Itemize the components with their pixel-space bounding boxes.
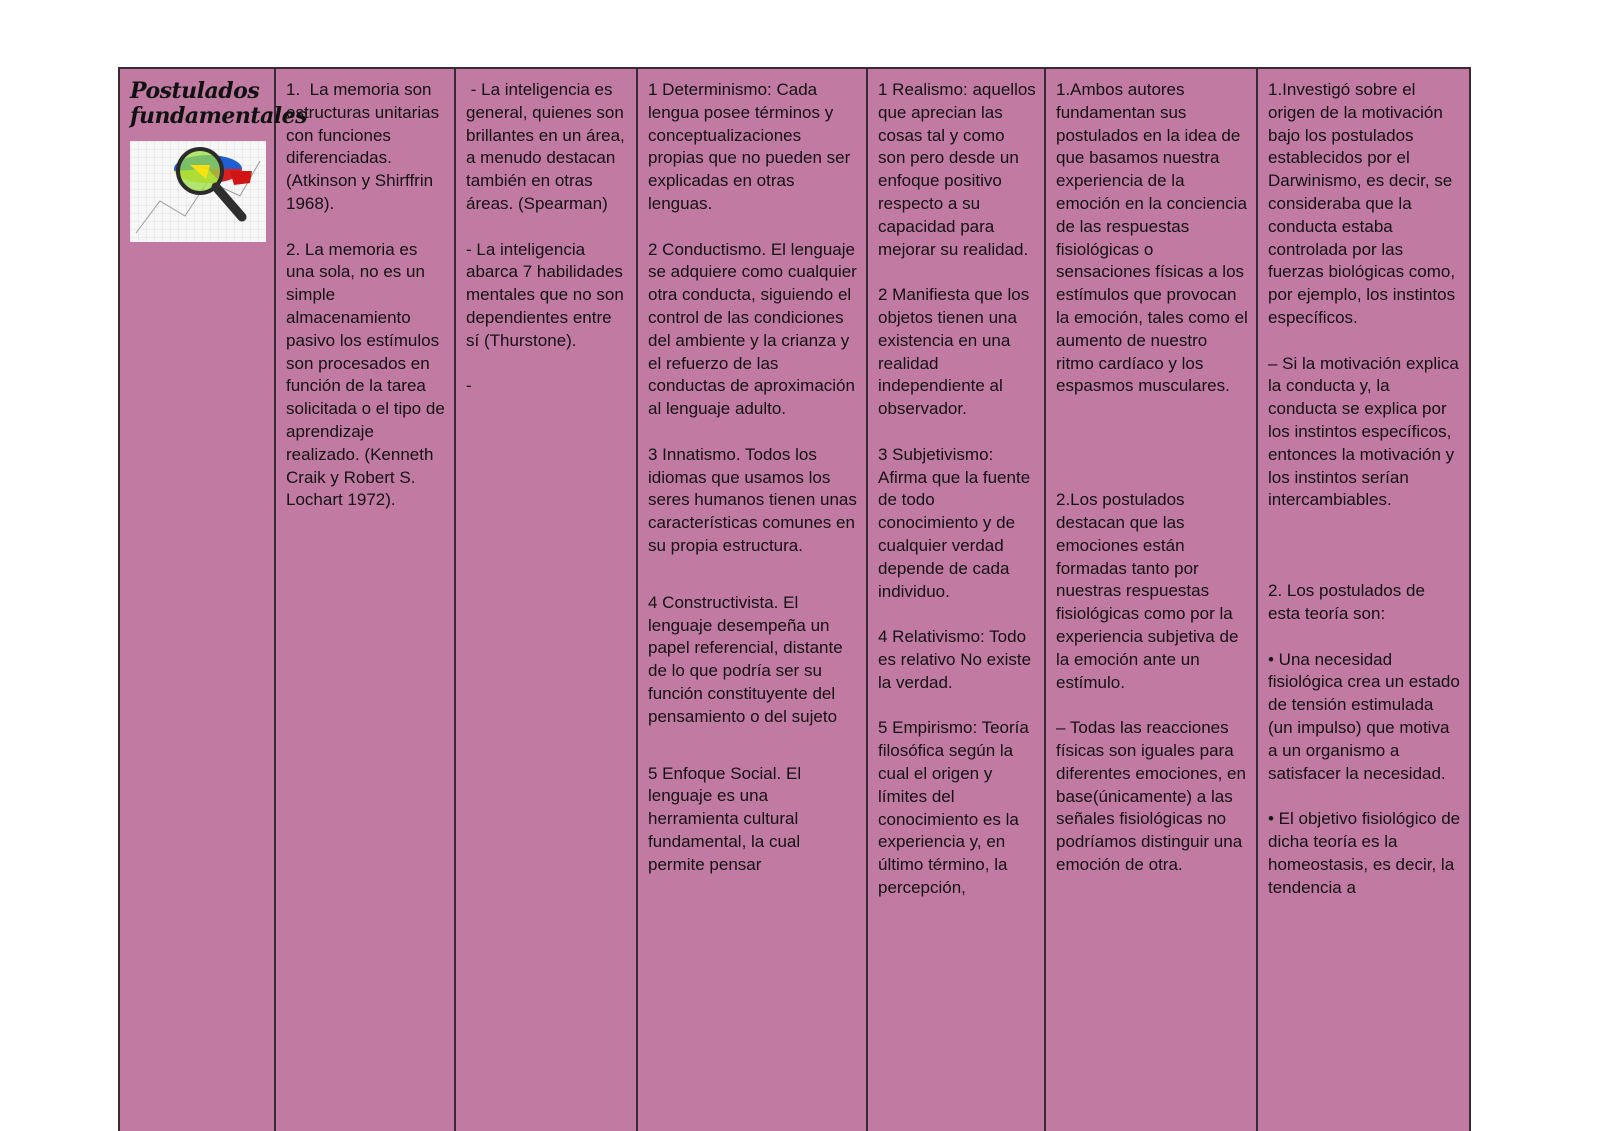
cell-text: • Una necesidad fisiológica crea un estado de tensión estimulada (un impulso) que motiva a un organismo a satisfacer la necesidad.	[1268, 649, 1465, 783]
cell-text: 2. La memoria es una sola, no es un simple almacenamiento pasivo los estímulos son procesados en función de la tarea solicitada o el tipo de aprendizaje realizado. (Kenneth Craik y Robert S. Lochart 1972).	[286, 239, 450, 510]
cell-text: 4 Constructivista. El lenguaje desempeña un papel referencial, distante de lo que podría ser su función constituyente del pensamiento o del sujeto	[648, 592, 848, 726]
column-realismo	[868, 69, 1046, 1131]
cell-text: 1.Ambos autores fundamentan sus postulados en la idea de que basamos nuestra experiencia de la emoción en la conciencia de las respuestas fisiológicas o sensaciones físicas a los estímulos que provocan la emoción, tales como el aumento de nuestro ritmo cardíaco y los espasmos musculares.	[1056, 80, 1253, 396]
cell-text: 4 Relativismo: Todo es relativo No existe la verdad.	[878, 627, 1036, 692]
postulados-table	[118, 67, 1471, 1131]
cell-text: - La inteligencia abarca 7 habilidades mentales que no son dependientes entre sí (Thurstone).	[466, 239, 629, 350]
cell-text: 1 Determinismo: Cada lengua posee términos y conceptualizaciones propias que no pueden ser explicadas en otras lenguas.	[648, 80, 855, 213]
pie-chart-magnifier-icon	[130, 141, 266, 242]
cell-text: – Si la motivación explica la conducta y, la conducta se explica por los instintos específicos, entonces la motivación y los instintos serían intercambiables.	[1268, 353, 1464, 510]
row-header-title: Postulados fundamentales	[130, 78, 308, 129]
cell-text: 2 Manifiesta que los objetos tienen una existencia en una realidad independiente al observador.	[878, 285, 1034, 419]
cell-text: 1.Investigó sobre el origen de la motivación bajo los postulados establecidos por el Darwinismo, es decir, se consideraba que la conducta estaba controlada por las fuerzas biológicas como, por ejemplo, los instintos específicos.	[1268, 80, 1460, 327]
cell-text: 2.Los postulados destacan que las emociones están formadas tanto por nuestras respuestas fisiológicas como por la experiencia subjetiva de la emoción ante un estímulo.	[1056, 490, 1244, 692]
cell-text: 2. Los postulados de esta teoría son:	[1268, 581, 1430, 623]
column-lenguaje	[638, 69, 868, 1131]
column-inteligencia	[456, 69, 638, 1131]
header-column	[120, 69, 308, 1131]
cell-text: -	[466, 376, 472, 396]
column-motivacion	[1258, 69, 1469, 1131]
cell-text: 5 Enfoque Social. El lenguaje es una herramienta cultural fundamental, la cual permite pensar	[648, 763, 806, 874]
cell-text: • El objetivo fisiológico de dicha teoría es la homeostasis, es decir, la tendencia a	[1268, 809, 1465, 897]
cell-text: - La inteligencia es general, quienes son brillantes en un área, a menudo destacan también en otras áreas. (Spearman)	[466, 80, 630, 213]
cell-text: 3 Subjetivismo: Afirma que la fuente de todo conocimiento y de cualquier verdad depende de cada individuo.	[878, 444, 1035, 601]
cell-text: 1. La memoria son estructuras unitarias con funciones diferenciadas. (Atkinson y Shirffrin 1968).	[286, 80, 444, 213]
cell-text: 2 Conductismo. El lenguaje se adquiere como cualquier otra conducta, siguiendo el control de las condiciones del ambiente y la crianza y el refuerzo de las conductas de aproximación al lenguaje adulto.	[648, 239, 862, 419]
cell-text: – Todas las reacciones físicas son iguales para diferentes emociones, en base(únicamente) a las señales fisiológicas no podríamos distinguir una emoción de otra.	[1056, 718, 1251, 874]
column-emociones	[1046, 69, 1258, 1131]
cell-text: 1 Realismo: aquellos que aprecian las cosas tal y como son pero desde un enfoque positivo respecto a su capacidad para mejorar su realidad.	[878, 80, 1041, 259]
column-memoria	[276, 69, 456, 1131]
cell-text: 5 Empirismo: Teoría filosófica según la cual el origen y límites del conocimiento es la experiencia y, en último término, la percepción,	[878, 718, 1034, 897]
cell-text: 3 Innatismo. Todos los idiomas que usamos los seres humanos tienen unas características comunes en su propia estructura.	[648, 444, 862, 555]
